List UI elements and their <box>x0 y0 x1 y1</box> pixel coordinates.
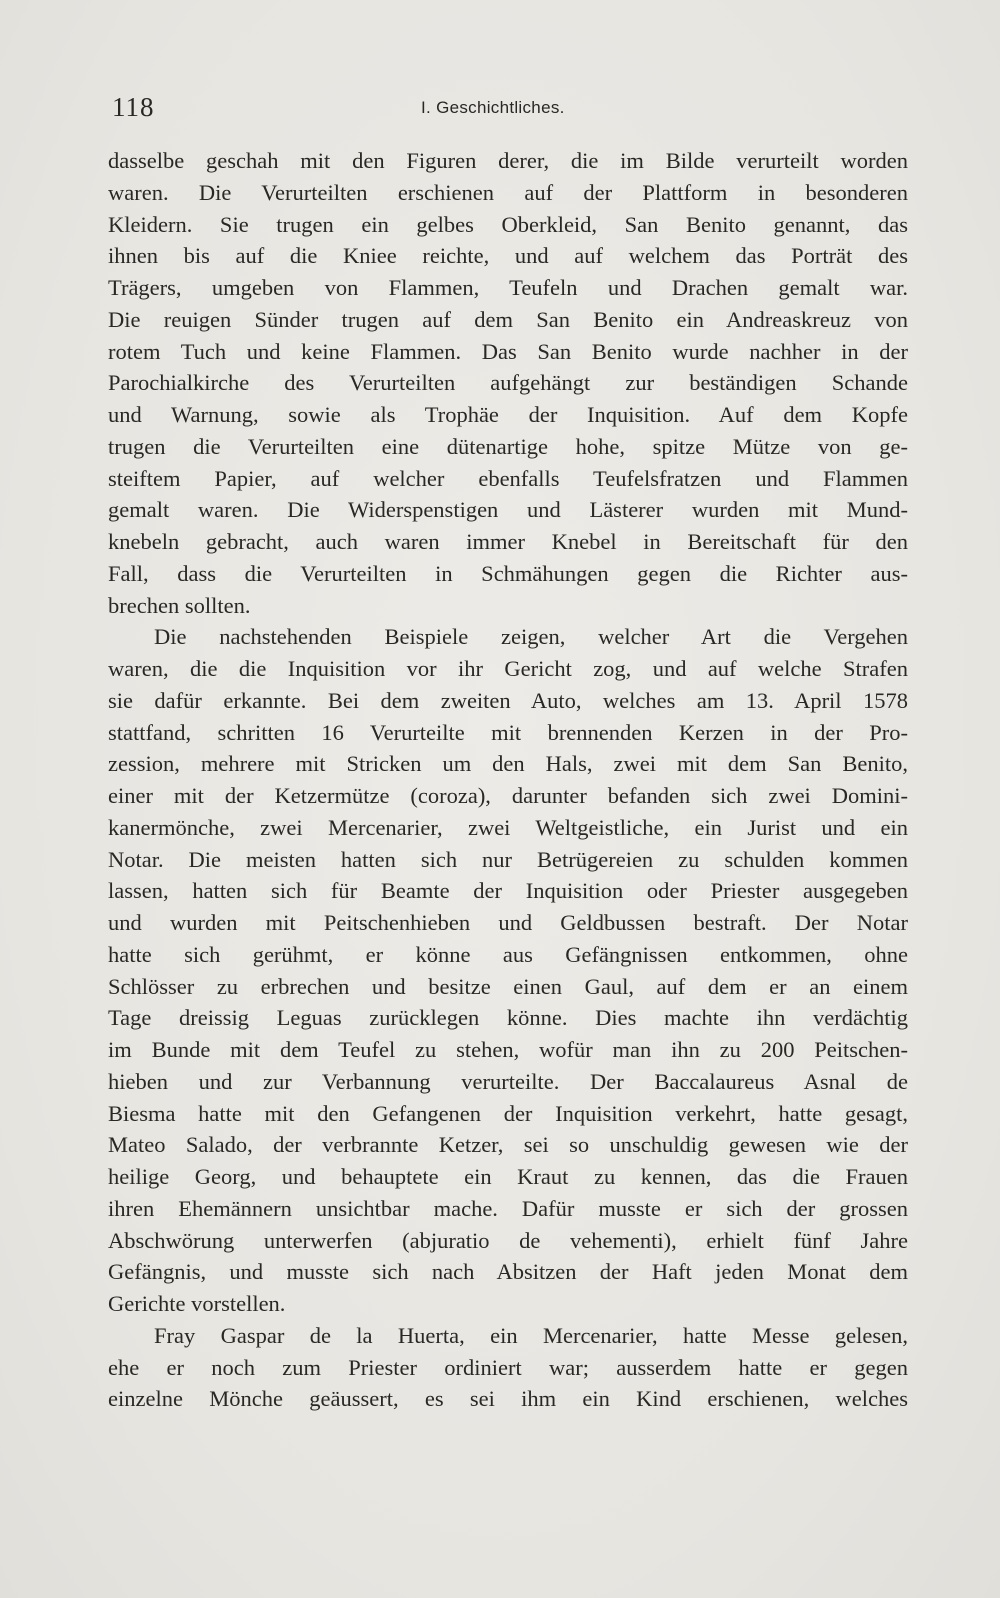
text-line: und Warnung, sowie als Trophäe der Inquisition. Auf dem Kopfe <box>108 402 908 427</box>
text-line: im Bunde mit dem Teufel zu stehen, wofür man ihn zu 200 Peitschen- <box>108 1037 908 1062</box>
text-line: Notar. Die meisten hatten sich nur Betrügereien zu schulden kommen <box>108 846 908 872</box>
text-line: gemalt waren. Die Widerspenstigen und Lästerer wurden mit Mund- <box>108 497 908 523</box>
text-line: Die reuigen Sünder trugen auf dem San Benito ein Andreaskreuz von <box>108 306 908 332</box>
text-line: Kleidern. Sie trugen ein gelbes Oberkleid, San Benito genannt, das <box>108 211 908 237</box>
page-header <box>112 92 908 124</box>
text-line: und wurden mit Peitschenhieben und Geldbussen bestraft. Der Notar <box>108 910 908 935</box>
text-line: ehe er noch zum Priester ordiniert war; ausserdem hatte er gegen <box>108 1354 908 1380</box>
paragraph <box>108 145 908 621</box>
text-line: knebeln gebracht, auch waren immer Knebel in Bereitschaft für den <box>108 529 908 554</box>
text-line: waren. Die Verurteilten erschienen auf der Plattform in besonderen <box>108 179 908 205</box>
text-line: lassen, hatten sich für Beamte der Inquisition oder Priester ausgegeben <box>108 878 908 904</box>
text-line: Fall, dass die Verurteilten in Schmähungen gegen die Richter aus- <box>108 560 908 586</box>
text-line: ihnen bis auf die Kniee reichte, und auf welchem das Porträt des <box>108 243 908 269</box>
text-line: sie dafür erkannte. Bei dem zweiten Auto, welches am 13. April 1578 <box>108 687 908 713</box>
text-line: Abschwörung unterwerfen (abjuratio de vehementi), erhielt fünf Jahre <box>108 1227 908 1253</box>
text-line: dasselbe geschah mit den Figuren derer, die im Bilde verurteilt worden <box>108 148 908 173</box>
text-line: Schlösser zu erbrechen und besitze einen Gaul, auf dem er an einem <box>108 973 908 999</box>
page-number: 118 <box>112 92 155 122</box>
text-line: kanermönche, zwei Mercenarier, zwei Weltgeistliche, ein Jurist und ein <box>108 814 908 840</box>
text-line: Biesma hatte mit den Gefangenen der Inquisition verkehrt, hatte gesagt, <box>108 1100 908 1126</box>
text-line: stattfand, schritten 16 Verurteilte mit brennenden Kerzen in der Pro- <box>108 719 908 745</box>
text-line: Trägers, umgeben von Flammen, Teufeln und Drachen gemalt war. <box>108 275 908 300</box>
text-line: hatte sich gerühmt, er könne aus Gefängnissen entkommen, ohne <box>108 941 908 967</box>
text-line: Parochialkirche des Verurteilten aufgehängt zur beständigen Schande <box>108 370 908 396</box>
paragraph <box>108 1320 908 1415</box>
text-line: hieben und zur Verbannung verurteilte. Der Baccalaureus Asnal de <box>108 1068 908 1094</box>
text-line: brechen sollten. <box>108 592 251 618</box>
text-line: steiftem Papier, auf welcher ebenfalls Teufelsfratzen und Flammen <box>108 465 908 491</box>
text-line: Mateo Salado, der verbrannte Ketzer, sei so unschuldig gewesen wie der <box>108 1132 908 1158</box>
text-line: heilige Georg, und behauptete ein Kraut zu kennen, das die Frauen <box>108 1164 908 1189</box>
text-line: einzelne Mönche geäussert, es sei ihm ein Kind erschienen, welches <box>108 1386 908 1412</box>
text-line: waren, die die Inquisition vor ihr Gericht zog, und auf welche Strafen <box>108 656 908 681</box>
text-line: einer mit der Ketzermütze (coroza), darunter befanden sich zwei Domini- <box>108 783 908 808</box>
text-line: zession, mehrere mit Stricken um den Hals, zwei mit dem San Benito, <box>108 751 908 777</box>
text-line: Die nachstehenden Beispiele zeigen, welcher Art die Vergehen <box>154 624 908 650</box>
text-line: rotem Tuch und keine Flammen. Das San Benito wurde nachher in der <box>108 338 908 364</box>
text-line: Gerichte vorstellen. <box>108 1291 286 1316</box>
text-line: Gefängnis, und musste sich nach Absitzen der Haft jeden Monat dem <box>108 1259 908 1285</box>
body-text <box>108 145 908 1415</box>
text-line: Tage dreissig Leguas zurücklegen könne. Dies machte ihn verdächtig <box>108 1005 908 1031</box>
text-line: trugen die Verurteilten eine dütenartige hohe, spitze Mütze von ge- <box>108 433 908 459</box>
running-head: I. Geschichtliches. <box>421 98 565 117</box>
paragraph <box>108 621 908 1320</box>
text-line: Fray Gaspar de la Huerta, ein Mercenarier, hatte Messe gelesen, <box>154 1322 908 1348</box>
text-line: ihren Ehemännern unsichtbar mache. Dafür musste er sich der grossen <box>108 1195 908 1221</box>
